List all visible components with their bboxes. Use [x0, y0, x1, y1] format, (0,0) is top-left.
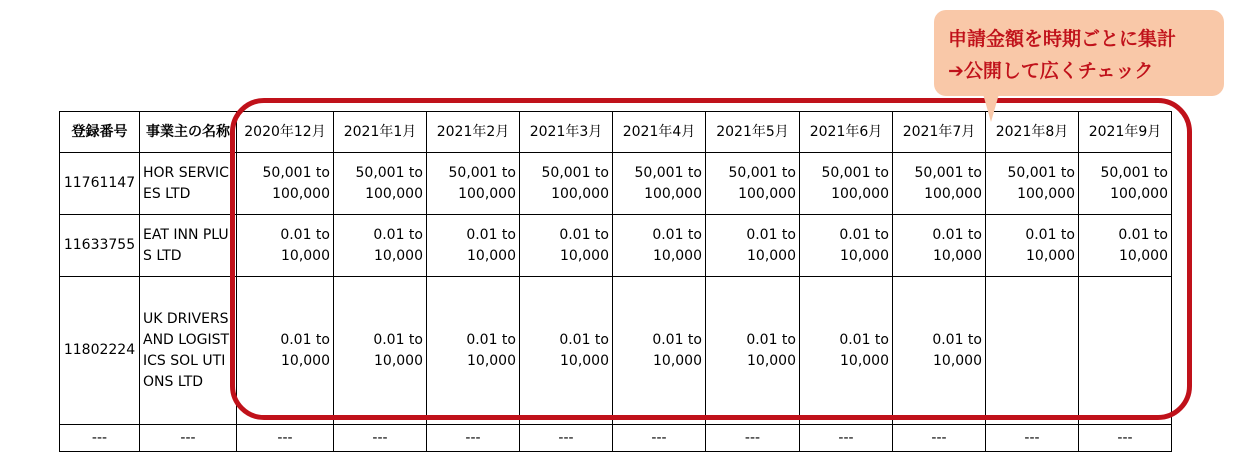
- ellipsis-cell: ---: [520, 425, 613, 452]
- header-month: 2021年4月: [613, 112, 706, 153]
- header-month: 2021年2月: [427, 112, 520, 153]
- amount-cell: 0.01 to 10,000: [706, 277, 800, 425]
- callout-line-1: 申請金額を時期ごとに集計: [948, 28, 1177, 50]
- amount-cell: 0.01 to 10,000: [237, 215, 334, 277]
- amount-cell: 0.01 to 10,000: [613, 215, 706, 277]
- header-row: [60, 112, 1172, 153]
- header-month: 2021年3月: [520, 112, 613, 153]
- ellipsis-cell: ---: [334, 425, 427, 452]
- amount-cell: 0.01 to 10,000: [613, 277, 706, 425]
- ellipsis-cell: ---: [800, 425, 893, 452]
- amount-cell: 50,001 to 100,000: [1079, 153, 1172, 215]
- ellipsis-cell: ---: [706, 425, 800, 452]
- amount-cell: 0.01 to 10,000: [427, 277, 520, 425]
- header-month: 2021年5月: [706, 112, 800, 153]
- ellipsis-cell: ---: [893, 425, 986, 452]
- amount-cell: 50,001 to 100,000: [334, 153, 427, 215]
- amount-cell: 0.01 to 10,000: [1079, 215, 1172, 277]
- amount-cell: 0.01 to 10,000: [334, 215, 427, 277]
- ellipsis-cell: ---: [427, 425, 520, 452]
- header-month: 2021年7月: [893, 112, 986, 153]
- ellipsis-cell: ---: [60, 425, 140, 452]
- header-month: 2020年12月: [237, 112, 334, 153]
- callout-tail: [983, 94, 999, 122]
- header-month: 2021年6月: [800, 112, 893, 153]
- reg-number-cell: 11633755: [60, 215, 140, 277]
- header-business-name: 事業主の名称: [140, 112, 237, 153]
- amount-cell: 50,001 to 100,000: [427, 153, 520, 215]
- amount-cell: 0.01 to 10,000: [893, 215, 986, 277]
- amount-cell: 50,001 to 100,000: [613, 153, 706, 215]
- header-month: 2021年8月: [986, 112, 1079, 153]
- amount-cell: 0.01 to 10,000: [893, 277, 986, 425]
- ellipsis-cell: ---: [237, 425, 334, 452]
- amount-cell: 0.01 to 10,000: [706, 215, 800, 277]
- callout-line-2: ➔公開して広くチェック: [948, 60, 1154, 82]
- table-row: [60, 277, 1172, 425]
- amount-cell: 0.01 to 10,000: [800, 277, 893, 425]
- business-name-cell: EAT INN PLUS LTD: [140, 215, 237, 277]
- amount-cell: 0.01 to 10,000: [427, 215, 520, 277]
- amount-cell: 50,001 to 100,000: [986, 153, 1079, 215]
- grant-table: [59, 111, 1172, 452]
- reg-number-cell: 11761147: [60, 153, 140, 215]
- amount-cell: 50,001 to 100,000: [520, 153, 613, 215]
- amount-cell: 50,001 to 100,000: [893, 153, 986, 215]
- business-name-cell: HOR SERVICES LTD: [140, 153, 237, 215]
- header-month: 2021年1月: [334, 112, 427, 153]
- amount-cell: 50,001 to 100,000: [800, 153, 893, 215]
- ellipsis-cell: ---: [986, 425, 1079, 452]
- ellipsis-cell: ---: [1079, 425, 1172, 452]
- amount-cell: 0.01 to 10,000: [520, 215, 613, 277]
- amount-cell: 50,001 to 100,000: [237, 153, 334, 215]
- header-reg-number: 登録番号: [60, 112, 140, 153]
- amount-cell: 0.01 to 10,000: [800, 215, 893, 277]
- amount-cell: [986, 277, 1079, 425]
- amount-cell: 50,001 to 100,000: [706, 153, 800, 215]
- table-row: [60, 215, 1172, 277]
- amount-cell: 0.01 to 10,000: [520, 277, 613, 425]
- amount-cell: 0.01 to 10,000: [986, 215, 1079, 277]
- business-name-cell: UK DRIVERS AND LOGISTICS SOL UTIONS LTD: [140, 277, 237, 425]
- reg-number-cell: 11802224: [60, 277, 140, 425]
- amount-cell: [1079, 277, 1172, 425]
- amount-cell: 0.01 to 10,000: [237, 277, 334, 425]
- ellipsis-row: [60, 425, 1172, 452]
- amount-cell: 0.01 to 10,000: [334, 277, 427, 425]
- table-row: [60, 153, 1172, 215]
- ellipsis-cell: ---: [613, 425, 706, 452]
- header-month: 2021年9月: [1079, 112, 1172, 153]
- callout-box: [934, 10, 1224, 96]
- ellipsis-cell: ---: [140, 425, 237, 452]
